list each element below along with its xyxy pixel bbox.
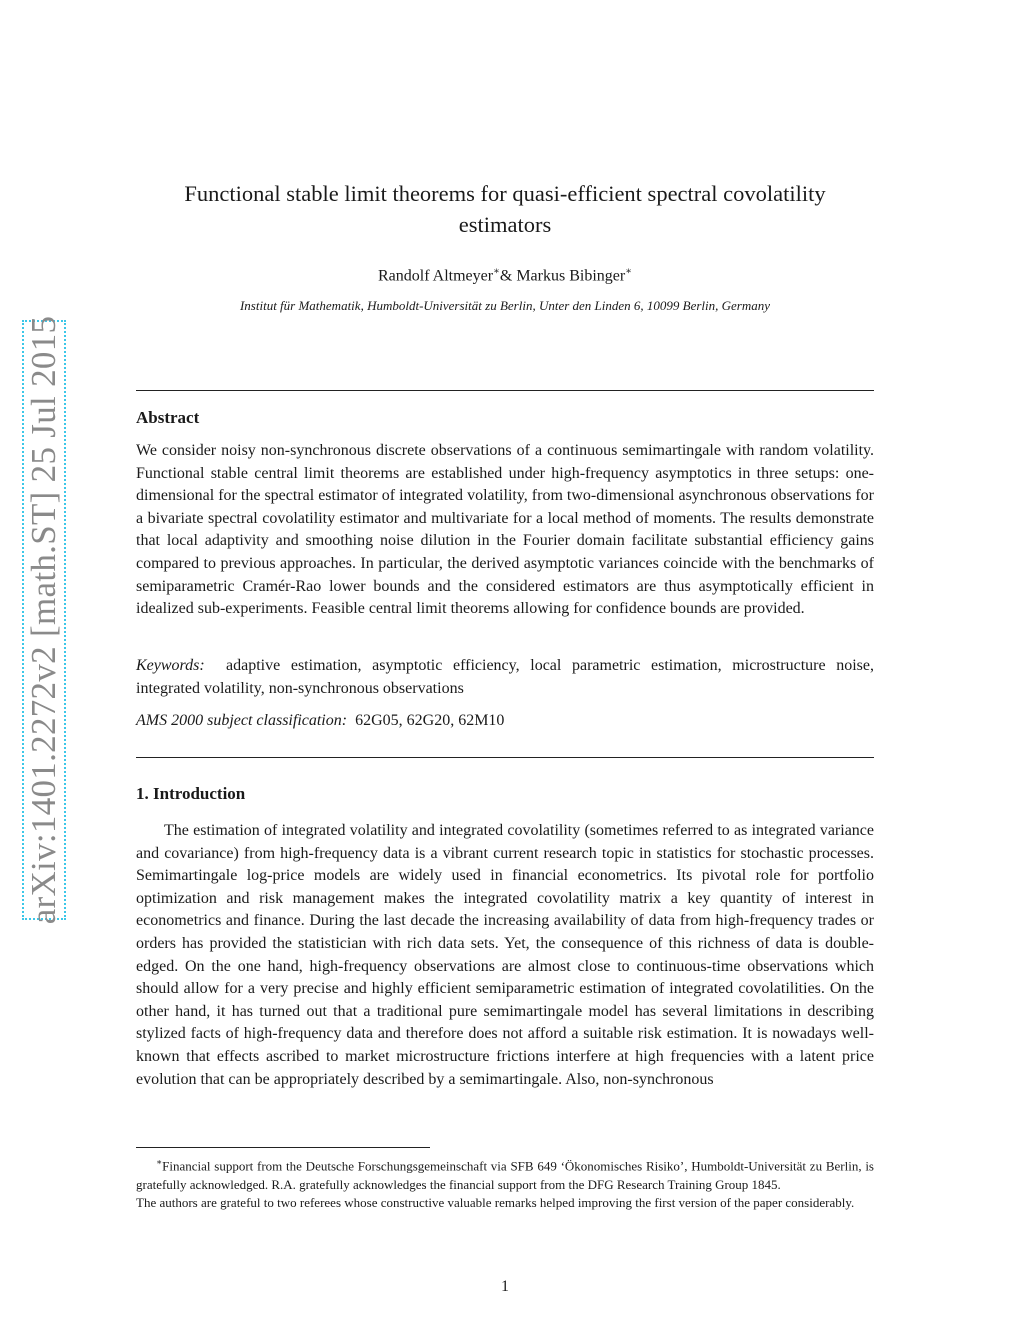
footnote-referees: The authors are grateful to two referees whose constructive valuable remarks helped improving the first version of the paper considerably.: [136, 1194, 855, 1210]
abstract-text: We consider noisy non-synchronous discrete observations of a continuous semimartingale with random volatility. Functional stable central limit theorems are established under high-frequency asymptotics in three setups: one-dimensional for the spectral estimator of integrated volatility, from two-dimensional asynchronous observations for a bivariate spectral covolatility estimator and multivariate for a local method of moments. The results demonstrate that local adaptivity and smoothing noise dilution in the Fourier domain facilitate substantial efficiency gains compared to previous approaches. In particular, the derived asymptotic variances coincide with the benchmarks of semiparametric Cramér-Rao lower bounds and the considered estimators are thus asymptotically efficient in idealized sub-experiments. Feasible central limit theorems allowing for confidence bounds are provided.: [136, 442, 874, 618]
footnote-marker: ∗: [625, 266, 632, 277]
keywords: [136, 655, 874, 700]
arxiv-identifier-stamp[interactable]: [22, 315, 66, 925]
author-line: [136, 266, 874, 285]
footnote-rule: [136, 1147, 430, 1148]
author-separator: &: [499, 267, 517, 285]
footnote-funding: [136, 1153, 874, 1194]
arxiv-identifier-text: arXiv:1401.2272v2 [math.ST] 25 Jul 2015: [24, 315, 63, 925]
keywords-text: adaptive estimation, asymptotic efficiency, local parametric estimation, microstructure noise, integrated volatility, non-synchronous observations: [136, 657, 875, 697]
abstract-top-rule: [136, 390, 874, 391]
affiliation: Institut für Mathematik, Humboldt-Universität zu Berlin, Unter den Linden 6, 10099 Berlin, Germany: [239, 298, 771, 313]
section-heading-introduction: 1. Introduction: [136, 784, 246, 803]
footnote-marker: ∗: [156, 1157, 163, 1167]
ams-classification: [136, 710, 874, 733]
author-name: Randolf Altmeyer: [377, 267, 494, 285]
footnote-marker: ∗: [493, 266, 500, 277]
introduction-paragraph: The estimation of integrated volatility and integrated covolatility (sometimes referred to as integrated variance and covariance) from high-frequency data is a vibrant current research topic in statistics for stochastic processes. Semimartingale log-price models are widely used in financial econometrics. Its pivotal role for portfolio optimization and risk management makes the integrated covolatility matrix a key quantity of interest in econometrics and finance. During the last decade the increasing availability of data from high-frequency trades or orders has provided the statistician with rich data sets. Yet, the consequence of this richness of data is double-edged. On the one hand, high-frequency observations are almost close to continuous-time observations which should allow for a very precise and highly efficient semiparametric estimation of integrated covolatilities. On the other hand, it has turned out that a traditional pure semimartingale model has several limitations in describing stylized facts of high-frequency data and therefore does not afford a suitable risk estimation. It is nowadays well-known that effects ascribed to market microstructure frictions interfere at high frequencies with a latent price evolution that can be appropriately described by a semimartingale. Also, non-synchronous: [136, 822, 874, 1088]
ams-label: AMS 2000 subject classification:: [136, 712, 348, 729]
abstract-heading: Abstract: [136, 408, 200, 427]
page-number: 1: [501, 1278, 509, 1295]
keywords-label: Keywords:: [136, 657, 205, 674]
abstract-bottom-rule: [136, 757, 874, 758]
paper-title: Functional stable limit theorems for quasi-efficient spectral covolatility estimators: [184, 181, 826, 237]
author-name: Markus Bibinger: [516, 267, 626, 285]
footnote-funding-text: Financial support from the Deutsche Forschungsgemeinschaft via SFB 649 ‘Ökonomisches Risiko’, Humboldt-Universität zu Berlin, is gratefully acknowledged. R.A. gratefully acknowledges the financial support from the DFG Research Training Group 1845.: [136, 1158, 874, 1192]
ams-codes: 62G05, 62G20, 62M10: [355, 712, 505, 729]
footnotes: [136, 1153, 874, 1212]
